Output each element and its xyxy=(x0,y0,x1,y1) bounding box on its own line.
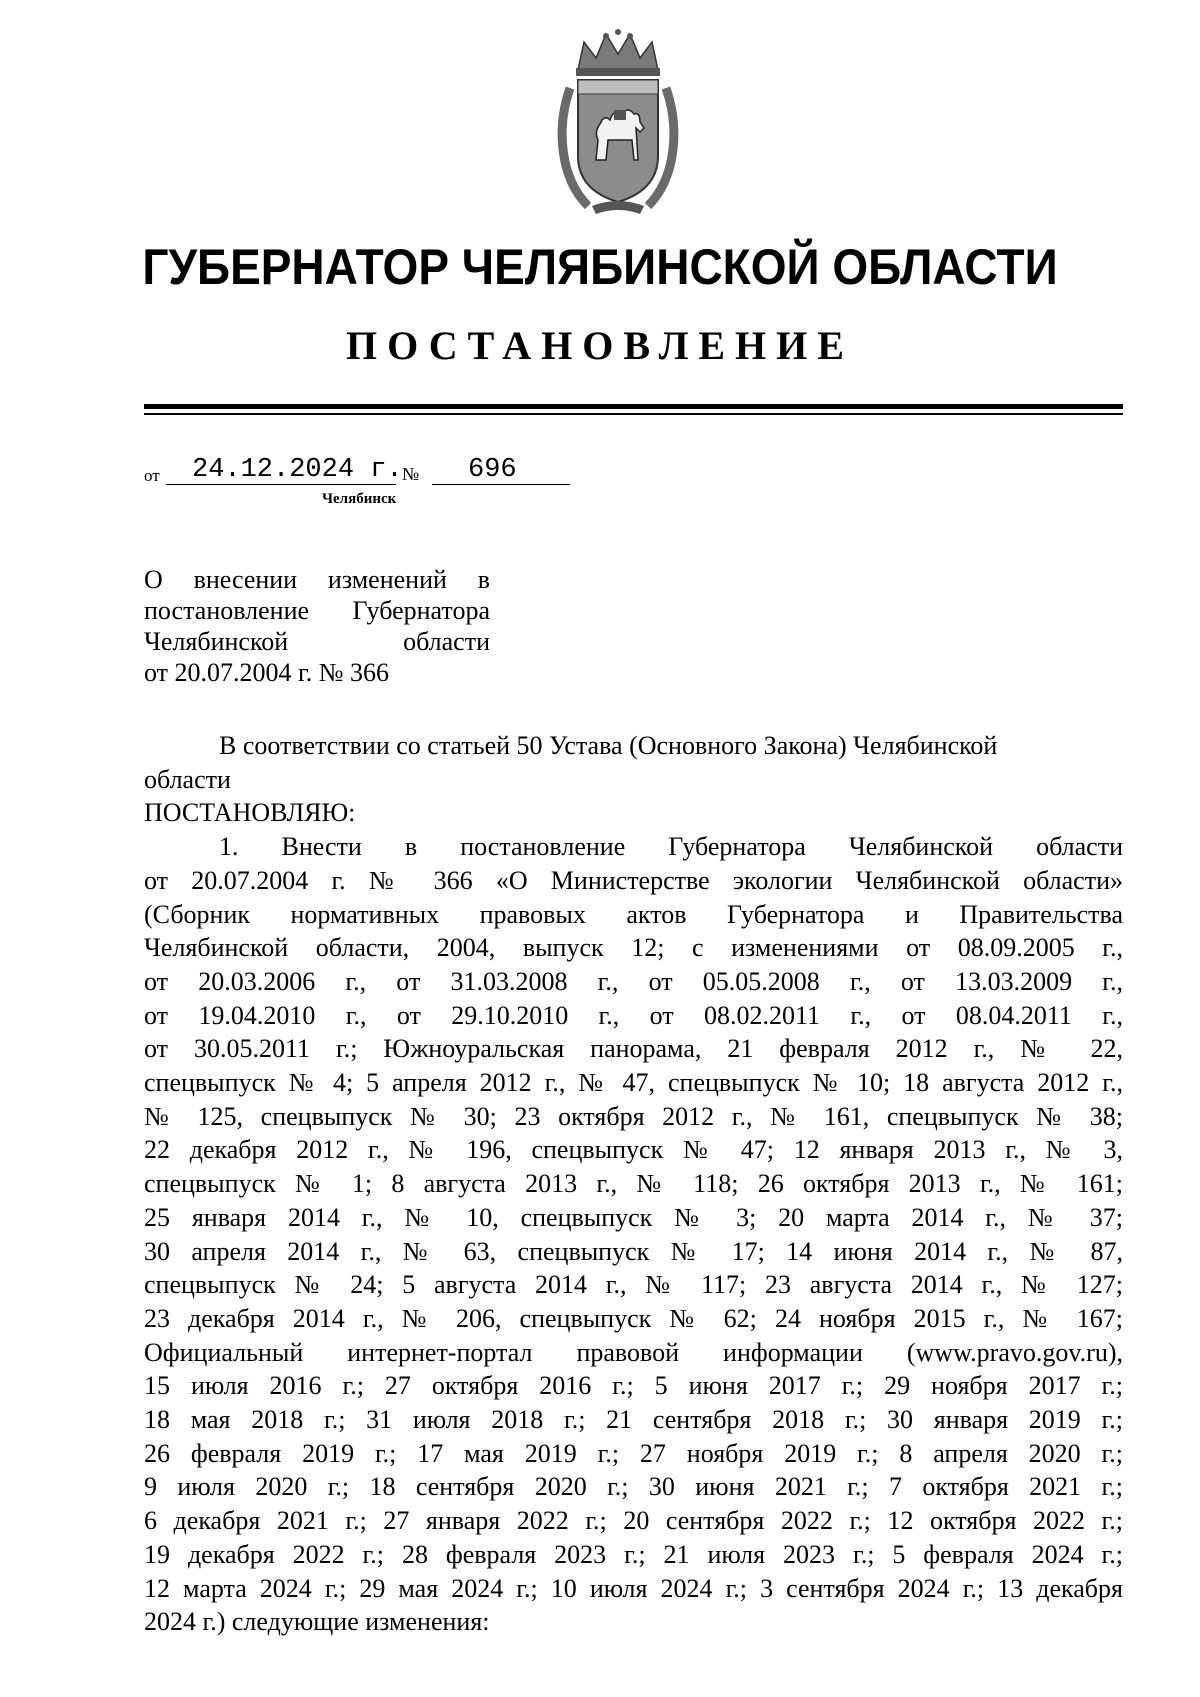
body-line: 6 декабря 2021 г.; 27 января 2022 г.; 20 сентября 2022 г.; 12 октября 2022 г.; xyxy=(144,1506,1123,1536)
body-line: (Сборник нормативных правовых актов Губернатора и Правительства xyxy=(144,899,1123,929)
header-rule-thick xyxy=(144,404,1123,409)
body-line: 2024 г.) следующие изменения: xyxy=(144,1607,490,1637)
body-line: 30 апреля 2014 г., № 63, спецвыпуск № 17; 14 июня 2014 г., № 87, xyxy=(144,1236,1123,1266)
body-line: от 20.07.2004 г. № 366 «О Министерстве экологии Челябинской области» xyxy=(144,865,1123,895)
document-body xyxy=(144,729,1123,1639)
coat-of-arms-icon xyxy=(548,28,688,218)
body-line-decree: ПОСТАНОВЛЯЮ: xyxy=(144,798,356,828)
body-line: от 19.04.2010 г., от 29.10.2010 г., от 08.02.2011 г., от 08.04.2011 г., xyxy=(144,1000,1123,1030)
document-kind: ПОСТАНОВЛЕНИЕ xyxy=(346,323,854,368)
document-subject xyxy=(144,564,490,688)
document-number: 696 xyxy=(468,455,517,485)
body-line: 19 декабря 2022 г.; 28 февраля 2023 г.; 21 июля 2023 г.; 5 февраля 2024 г.; xyxy=(144,1539,1123,1569)
body-line: Челябинской области, 2004, выпуск 12; с изменениями от 08.09.2005 г., xyxy=(144,933,1123,963)
subject-line: Челябинской области xyxy=(144,627,490,656)
body-line: 22 декабря 2012 г., № 196, спецвыпуск № 47; 12 января 2013 г., № 3, xyxy=(144,1135,1123,1165)
body-line: спецвыпуск № 24; 5 августа 2014 г., № 117; 23 августа 2014 г., № 127; xyxy=(144,1270,1123,1300)
number-sign-label: № xyxy=(402,464,420,484)
body-line: спецвыпуск № 4; 5 апреля 2012 г., № 47, спецвыпуск № 10; 18 августа 2012 г., xyxy=(144,1068,1123,1098)
body-line: 1. Внести в постановление Губернатора Челябинской области xyxy=(219,832,1123,862)
body-line: 9 июля 2020 г.; 18 сентября 2020 г.; 30 июня 2021 г.; 7 октября 2021 г.; xyxy=(144,1472,1123,1502)
body-line: № 125, спецвыпуск № 30; 23 октября 2012 г., № 161, спецвыпуск № 38; xyxy=(144,1101,1123,1131)
body-line: от 30.05.2011 г.; Южноуральская панорама, 21 февраля 2012 г., № 22, xyxy=(144,1034,1123,1064)
body-line: 26 февраля 2019 г.; 17 мая 2019 г.; 27 ноября 2019 г.; 8 апреля 2020 г.; xyxy=(144,1438,1123,1468)
body-line: спецвыпуск № 1; 8 августа 2013 г., № 118; 26 октября 2013 г., № 161; xyxy=(144,1169,1123,1199)
body-line: 12 марта 2024 г.; 29 мая 2024 г.; 10 июля 2024 г.; 3 сентября 2024 г.; 13 декабря xyxy=(144,1573,1123,1603)
body-line: 23 декабря 2014 г., № 206, спецвыпуск № 62; 24 ноября 2015 г., № 167; xyxy=(144,1303,1123,1333)
subject-line: О внесении изменений в xyxy=(144,565,490,594)
body-line: В соответствии со статьей 50 Устава (Основного Закона) Челябинской xyxy=(219,731,998,760)
body-line: 25 января 2014 г., № 10, спецвыпуск № 3; 20 марта 2014 г., № 37; xyxy=(144,1202,1123,1232)
body-line: Официальный интернет-портал правовой информации (www.pravo.gov.ru), xyxy=(144,1337,1123,1367)
body-line: 15 июля 2016 г.; 27 октября 2016 г.; 5 июня 2017 г.; 29 ноября 2017 г.; xyxy=(144,1371,1123,1401)
governor-title: ГУБЕРНАТОР ЧЕЛЯБИНСКОЙ ОБЛАСТИ xyxy=(142,239,1058,295)
header-rule-thin xyxy=(144,413,1123,415)
document-date: 24.12.2024 г. xyxy=(192,455,403,485)
date-prefix-label: от xyxy=(144,466,160,485)
body-line: области xyxy=(144,764,231,794)
body-line: от 20.03.2006 г., от 31.03.2008 г., от 05.05.2008 г., от 13.03.2009 г., xyxy=(144,966,1123,996)
subject-line: постановление Губернатора xyxy=(144,596,490,625)
subject-line: от 20.07.2004 г. № 366 xyxy=(144,658,390,687)
document-city: Челябинск xyxy=(322,491,397,507)
body-line: 18 мая 2018 г.; 31 июля 2018 г.; 21 сентября 2018 г.; 30 января 2019 г.; xyxy=(144,1405,1123,1435)
